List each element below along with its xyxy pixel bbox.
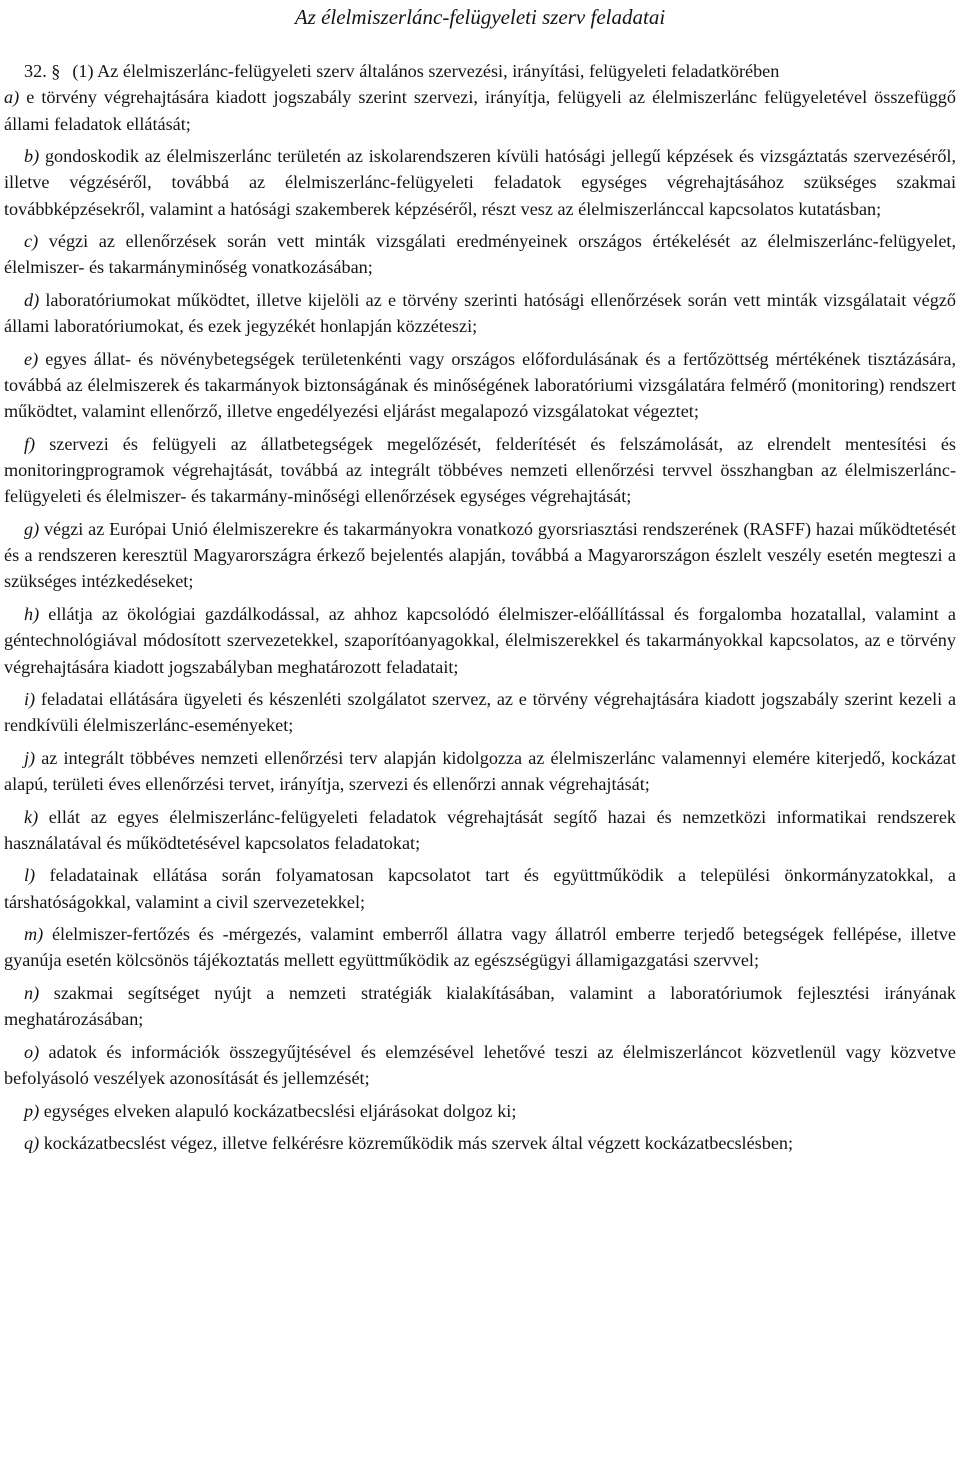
list-item [4, 143, 956, 222]
item-text: laboratóriumokat működtet, illetve kijelöli az e törvény szerinti hatósági ellenőrzések során vett minták vizsgálatait végző állami laboratóriumokat, és ezek jegyzékét honlapján közzéteszi; [4, 289, 956, 337]
list-item [4, 1130, 956, 1156]
item-letter: o) [24, 1041, 40, 1062]
paragraph-sign: § [51, 61, 61, 81]
item-letter: c) [24, 231, 39, 252]
item-text: kockázatbecslést végez, illetve felkérésre közreműködik más szervek által végzett kockázatbecslésben; [43, 1132, 794, 1153]
list-item [4, 1039, 956, 1092]
item-text: e törvény végrehajtására kiadott jogszabály szerint szervezi, irányítja, felügyeli az élelmiszerlánc felügyeletével összefüggő állami feladatok ellátását; [4, 87, 956, 134]
item-letter: a) [4, 87, 20, 108]
item-letter: n) [24, 982, 40, 1003]
item-text: végzi az Európai Unió élelmiszerekre és takarmányokra vonatkozó gyorsriasztási rendszerének (RASFF) hazai működtetését és a rendszeren keresztül Magyarországra érkező bejelentés alapján, továbbá a Magyarországon észlelt veszély esetén megteszi a szükséges intézkedéseket; [4, 518, 956, 592]
list-item [4, 686, 956, 739]
section-heading [4, 58, 956, 84]
item-text: egységes elveken alapuló kockázatbecslési eljárásokat dolgoz ki; [43, 1100, 517, 1121]
item-letter: m) [24, 924, 44, 945]
item-text: feladatainak ellátása során folyamatosan kapcsolatot tart és együttműködik a települési önkormányzatokkal, a társhatóságokkal, valamint a civil szervezetekkel; [4, 865, 957, 912]
item-text: adatok és információk összegyűjtésével és elemzésével lehetővé teszi az élelmiszerláncot közvetlenül vagy közvetve befolyásoló veszélyek azonosítását és jellemzését; [4, 1041, 957, 1089]
list-item [4, 84, 956, 137]
item-text: egyes állat- és növénybetegségek területenkénti vagy országos előfordulásának és a fertőzöttség mértékének tisztázására, továbbá az élelmiszerek és takarmányok biztonságának és minőségének laboratóriumi vizsgálatára felmérő (monitoring) rendszert működtet, valamint ellenőrző, illetve engedélyezési eljárást megalapozó vizsgálatokat végeztet; [4, 348, 956, 422]
document-body [4, 58, 956, 1162]
page-header-title: Az élelmiszerlánc-felügyeleti szerv feladatai [294, 5, 666, 29]
list-item [4, 287, 956, 340]
item-text: ellát az egyes élelmiszerlánc-felügyeleti feladatok végrehajtását segítő hazai és nemzetközi informatikai rendszerek használatával és működtetésével kapcsolatos feladatokat; [4, 806, 956, 853]
item-letter: j) [24, 747, 36, 768]
item-letter: f) [24, 433, 36, 454]
list-item [4, 228, 956, 281]
item-text: feladatai ellátására ügyeleti és készenléti szolgálatot szervez, az e törvény végrehajtására kiadott jogszabály szerint kezeli a rendkívüli élelmiszerlánc-eseményeket; [4, 689, 957, 736]
item-text: szakmai segítséget nyújt a nemzeti stratégiák kialakításában, valamint a laboratóriumok fejlesztési irányának meghatározásában; [4, 982, 956, 1030]
item-letter: d) [24, 289, 40, 310]
list-item [4, 804, 956, 857]
section-intro: (1) Az élelmiszerlánc-felügyeleti szerv általános szervezési, irányítási, felügyeleti feladatkörében [72, 61, 780, 81]
list-item [4, 921, 956, 974]
list-item [4, 745, 956, 798]
item-letter: i) [24, 689, 36, 710]
list-item [4, 516, 956, 595]
item-text: szervezi és felügyeli az állatbetegségek megelőzését, felderítését és felszámolását, az elrendelt mentesítési és monitoringprogramok végrehajtását, továbbá az integrált többéves nemzeti ellenőrzési tervvel összhangban az élelmiszerlánc-felügyeleti és élelmiszer- és takarmány-minőségi ellenőrzések egységes végrehajtását; [4, 433, 957, 507]
list-item [4, 980, 956, 1033]
list-item [4, 601, 956, 680]
item-text: ellátja az ökológiai gazdálkodással, az ahhoz kapcsolódó élelmiszer-előállítással és forgalomba hozatallal, valamint a géntechnológiával módosított szervezetekkel, szaporítóanyagokkal, élelmiszerekkel és takarmányokkal kapcsolatos, az e törvény végrehajtására kiadott jogszabályban meghatározott feladatait; [4, 603, 956, 677]
item-letter: h) [24, 603, 40, 624]
item-text: végzi az ellenőrzések során vett minták vizsgálati eredményeinek országos értékelését az élelmiszerlánc-felügyelet, élelmiszer- és takarmányminőség vonatkozásában; [4, 231, 956, 278]
item-letter: e) [24, 348, 39, 369]
list-item [4, 431, 956, 510]
list-item [4, 862, 956, 915]
item-text: gondoskodik az élelmiszerlánc területén az iskolarendszeren kívüli hatósági jellegű képzések és vizsgáztatás szervezéséről, illetve végzéséről, továbbá az élelmiszerlánc-felügyeleti feladatok egységes végrehajtásához szükséges szakmai továbbképzésekről, valamint a hatósági szakemberek képzéséről, részt vesz az élelmiszerlánccal kapcsolatos kutatásban; [4, 146, 957, 219]
section-number: 32. [24, 61, 47, 81]
item-letter: p) [24, 1100, 40, 1121]
item-letter: l) [24, 865, 36, 886]
list-item [4, 1098, 956, 1124]
item-text: az integrált többéves nemzeti ellenőrzési terv alapján kidolgozza az élelmiszerlánc valamennyi elemére kiterjedő, kockázat alapú, területi éves ellenőrzési tervet, irányítja, szervezi és ellenőrzi annak végrehajtását; [4, 747, 957, 795]
item-letter: b) [24, 146, 40, 167]
item-letter: g) [24, 518, 40, 539]
item-text: élelmiszer-fertőzés és -mérgezés, valamint emberről állatra vagy állatról emberre terjedő betegségek fellépése, illetve gyanúja esetén kölcsönös tájékoztatás mellett együttműködik az egészségügyi államigazgatási szervvel; [4, 924, 956, 971]
item-letter: k) [24, 806, 39, 827]
item-letter: q) [24, 1132, 40, 1153]
list-item [4, 346, 956, 425]
